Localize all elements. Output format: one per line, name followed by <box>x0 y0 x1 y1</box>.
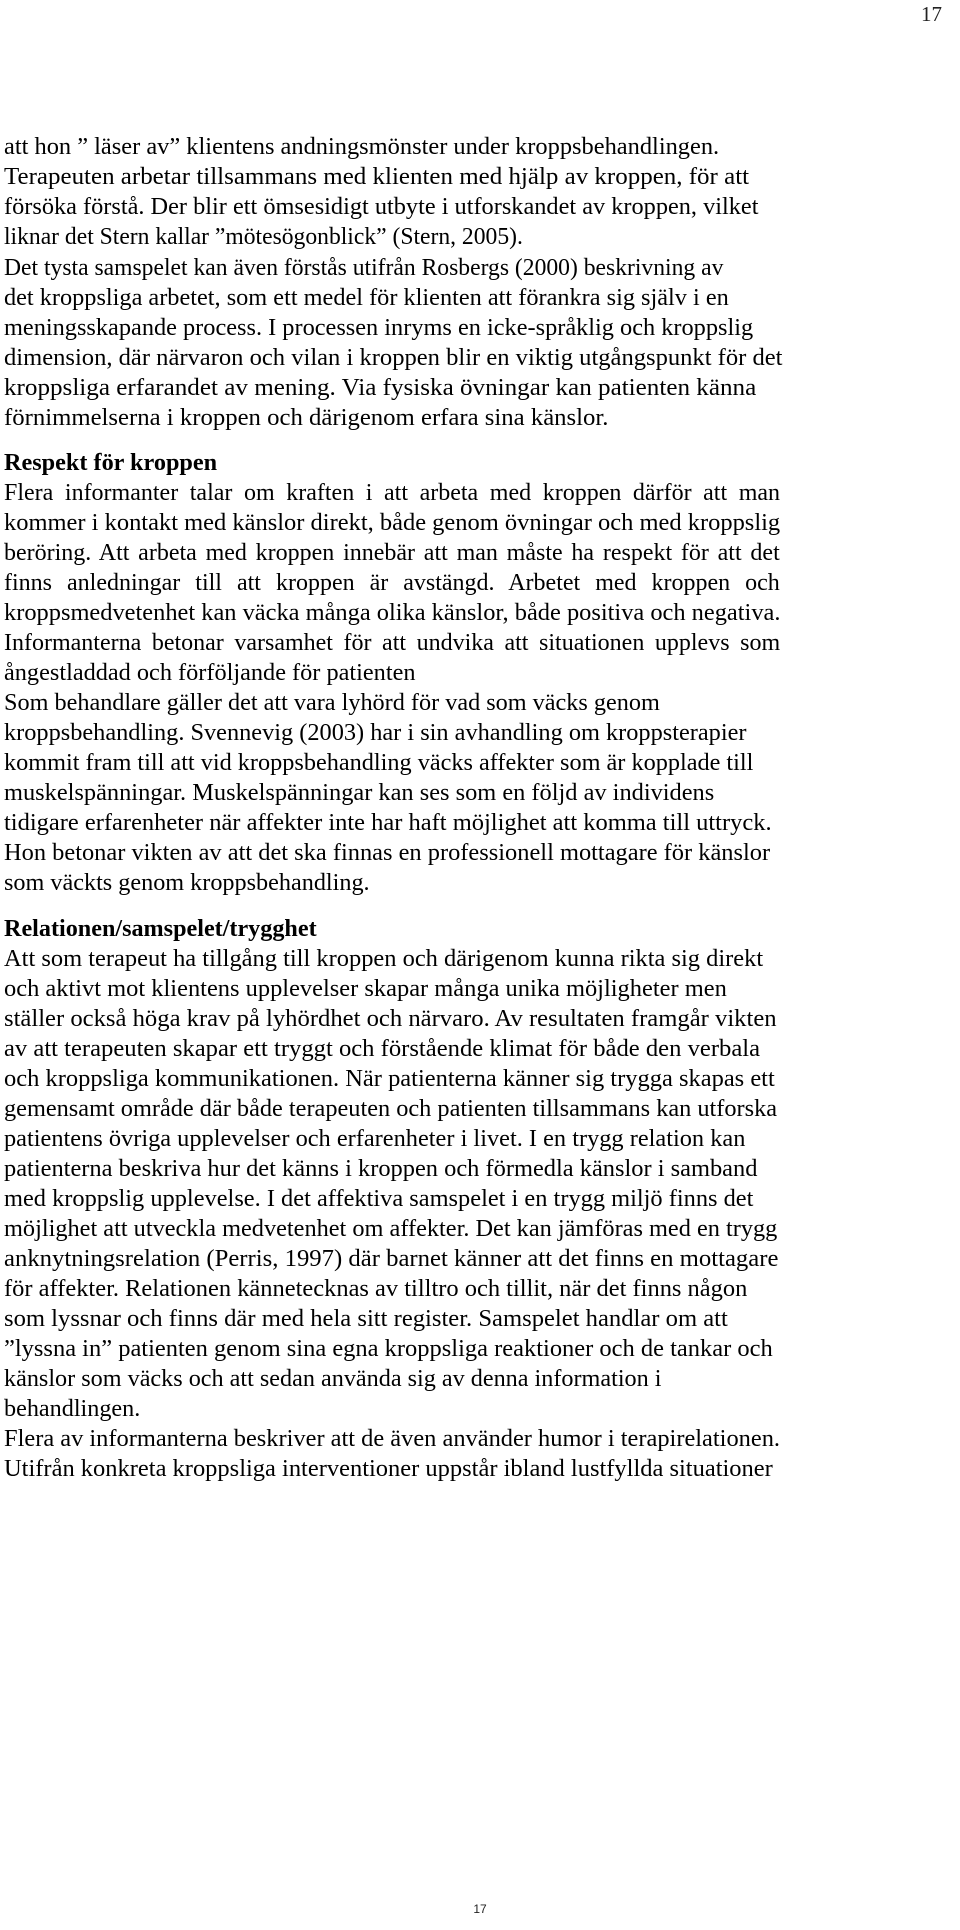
text-line: patienterna beskriva hur det känns i kroppen och förmedla känslor i samband <box>4 1156 758 1182</box>
text-line: meningsskapande process. I processen inryms en icke-språklig och kroppslig <box>4 315 754 341</box>
text-line: av att terapeuten skapar ett tryggt och förstående klimat för både den verbala <box>4 1036 761 1062</box>
text-line: gemensamt område där både terapeuten och patienten tillsammans kan utforska <box>4 1096 778 1122</box>
text-line: som lyssnar och finns där med hela sitt register. Samspelet handlar om att <box>4 1306 728 1332</box>
text-line: möjlighet att utveckla medvetenhet om affekter. Det kan jämföras med en trygg <box>4 1216 778 1242</box>
text-line: det kroppsliga arbetet, som ett medel för klienten att förankra sig själv i en <box>4 285 729 311</box>
text-line: försöka förstå. Der blir ett ömsesidigt utbyte i utforskandet av kroppen, vilket <box>4 194 759 220</box>
text-line: ångestladdad och förföljande för patienten <box>4 660 416 686</box>
text-line: kommit fram till att vid kroppsbehandling väcks affekter som är kopplade till <box>4 750 754 776</box>
text-line: och kroppsliga kommunikationen. När patienterna känner sig trygga skapas ett <box>4 1066 775 1092</box>
text-line: Flera av informanterna beskriver att de även använder humor i terapirelationen. <box>4 1426 781 1452</box>
text-line: muskelspänningar. Muskelspänningar kan ses som en följd av individens <box>4 780 715 806</box>
text-line: att hon ” läser av” klientens andningsmönster under kroppsbehandlingen. <box>4 134 720 160</box>
text-line: ställer också höga krav på lyhördhet och närvaro. Av resultaten framgår vikten <box>4 1006 777 1032</box>
text-line: och aktivt mot klientens upplevelser skapar många unika möjligheter men <box>4 976 727 1002</box>
section-heading: Respekt för kroppen <box>4 450 218 476</box>
text-line: patientens övriga upplevelser och erfarenheter i livet. I en trygg relation kan <box>4 1126 746 1152</box>
text-line: Som behandlare gäller det att vara lyhörd för vad som väcks genom <box>4 690 660 716</box>
text-line: behandlingen. <box>4 1396 141 1422</box>
text-line: kroppsliga erfarandet av mening. Via fysiska övningar kan patienten känna <box>4 375 757 401</box>
text-line: liknar det Stern kallar ”mötesögonblick” (Stern, 2005). <box>4 224 523 250</box>
section-heading: Relationen/samspelet/trygghet <box>4 916 317 942</box>
text-line: Informanterna betonar varsamhet för att undvika att situationen upplevs som <box>4 630 781 656</box>
text-line: ”lyssna in” patienten genom sina egna kroppsliga reaktioner och de tankar och <box>4 1336 773 1362</box>
text-line: finns anledningar till att kroppen är avstängd. Arbetet med kroppen och <box>4 570 780 596</box>
text-line: tidigare erfarenheter när affekter inte har haft möjlighet att komma till uttryck. <box>4 810 772 836</box>
page-number-bottom: 17 <box>473 1902 487 1916</box>
text-line: dimension, där närvaron och vilan i kroppen blir en viktig utgångspunkt för det <box>4 345 783 371</box>
page-number-top: 17 <box>921 2 942 26</box>
text-line: förnimmelserna i kroppen och därigenom erfara sina känslor. <box>4 405 609 431</box>
text-line: kroppsmedvetenhet kan väcka många olika känslor, både positiva och negativa. <box>4 600 781 626</box>
text-line: för affekter. Relationen kännetecknas av tilltro och tillit, när det finns någon <box>4 1276 748 1302</box>
text-line: kroppsbehandling. Svennevig (2003) har i sin avhandling om kroppsterapier <box>4 720 747 746</box>
text-line: med kroppslig upplevelse. I det affektiva samspelet i en trygg miljö finns det <box>4 1186 754 1212</box>
text-line: som väckts genom kroppsbehandling. <box>4 870 370 896</box>
text-line: Att som terapeut ha tillgång till kroppen och därigenom kunna rikta sig direkt <box>4 946 764 972</box>
text-line: Flera informanter talar om kraften i att arbeta med kroppen därför att man <box>4 480 781 506</box>
text-line: anknytningsrelation (Perris, 1997) där barnet känner att det finns en mottagare <box>4 1246 779 1272</box>
text-line: Hon betonar vikten av att det ska finnas en professionell mottagare för känslor <box>4 840 771 866</box>
text-line: Det tysta samspelet kan även förstås utifrån Rosbergs (2000) beskrivning av <box>4 255 724 281</box>
text-line: Terapeuten arbetar tillsammans med klienten med hjälp av kroppen, för att <box>4 164 750 190</box>
text-line: kommer i kontakt med känslor direkt, både genom övningar och med kroppslig <box>4 510 781 536</box>
text-line: Utifrån konkreta kroppsliga interventioner uppstår ibland lustfyllda situationer <box>4 1456 773 1482</box>
text-line: beröring. Att arbeta med kroppen innebär att man måste ha respekt för att det <box>4 540 780 566</box>
text-line: känslor som väcks och att sedan använda sig av denna information i <box>4 1366 662 1392</box>
